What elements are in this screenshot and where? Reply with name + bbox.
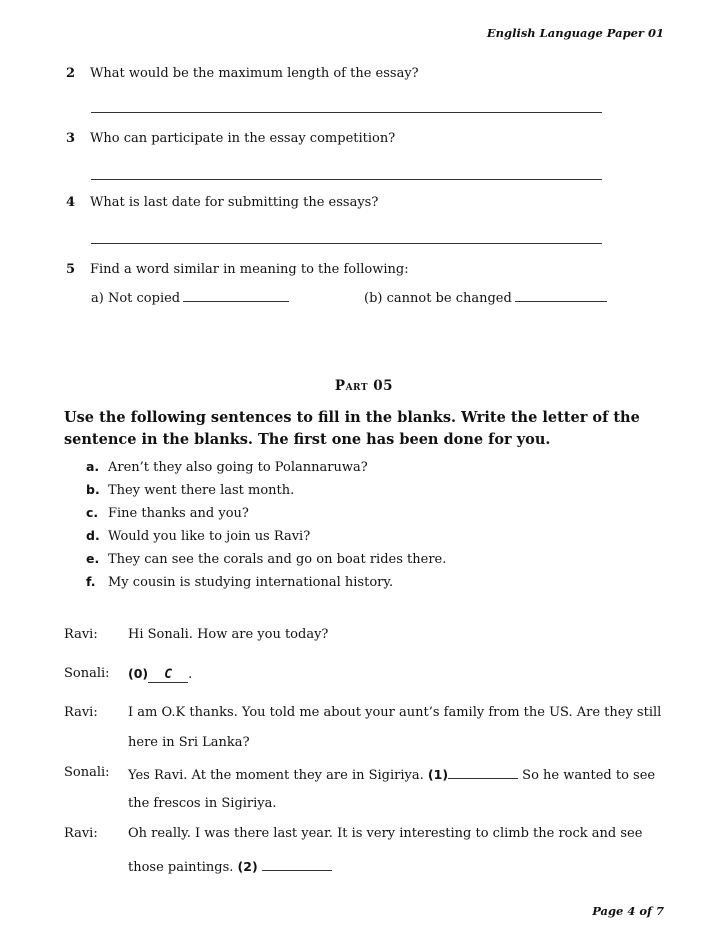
option-letter: e. [86, 551, 100, 566]
dialogue-text: Oh really. I was there last year. It is very interesting to climb the rock and see [128, 826, 643, 841]
option-text: Aren’t they also going to Polannaruwa? [108, 460, 368, 475]
question-text: What is last date for submitting the essays? [90, 195, 379, 210]
option-c [86, 501, 446, 524]
dialogue-text: I am O.K thanks. You told me about your aunt’s family from the US. Are they still [128, 705, 662, 720]
q5-part-a-blank[interactable] [183, 289, 289, 302]
option-letter: d. [86, 528, 100, 543]
option-letter: b. [86, 482, 100, 497]
speaker: Ravi: [64, 705, 98, 720]
question-3 [66, 131, 395, 146]
dialogue-line-3-cont: here in Sri Lanka? [128, 735, 250, 750]
question-4 [66, 195, 378, 210]
dialogue-text: Hi Sonali. How are you today? [128, 627, 329, 642]
option-f [86, 570, 446, 593]
sentence-options [86, 455, 446, 593]
answer-line-3[interactable] [91, 179, 602, 180]
answer-line-4[interactable] [91, 243, 602, 244]
answer-line-2[interactable] [91, 112, 602, 113]
option-letter: f. [86, 574, 96, 589]
option-letter: a. [86, 459, 100, 474]
question-text: What would be the maximum length of the essay? [90, 66, 419, 81]
blank-label-1: (1) [427, 767, 449, 782]
option-text: Would you like to join us Ravi? [108, 529, 311, 544]
q5-part-b-blank[interactable] [515, 289, 607, 302]
dialogue-text [128, 666, 192, 683]
q5-part-b-label: (b) cannot be changed [364, 291, 512, 306]
question-number: 4 [66, 195, 76, 210]
blank-label-0: (0) [128, 666, 149, 681]
blank-0-answer[interactable]: C [148, 668, 188, 683]
dialogue-line-5-cont [128, 857, 332, 875]
speaker: Ravi: [64, 627, 98, 642]
blank-2[interactable] [262, 857, 332, 871]
speaker: Ravi: [64, 826, 98, 841]
option-letter: c. [86, 505, 99, 520]
dialogue-text [128, 765, 655, 783]
dialogue-text-before: Yes Ravi. At the moment they are in Sigiriya. [128, 768, 424, 783]
option-a [86, 455, 446, 478]
blank-label-2: (2) [237, 859, 258, 874]
question-number: 5 [66, 262, 76, 277]
page-number: Page 4 of 7 [592, 904, 664, 918]
option-e [86, 547, 446, 570]
question-text: Who can participate in the essay competition? [90, 131, 396, 146]
speaker: Sonali: [64, 765, 110, 780]
option-b [86, 478, 446, 501]
part-instructions: Use the following sentences to fill in the blanks. Write the letter of the sentence in the blanks. The first one has been done for you. [64, 409, 640, 448]
q5-part-a [91, 289, 289, 306]
question-number: 3 [66, 131, 76, 146]
q5-part-b [364, 289, 607, 306]
option-text: My cousin is studying international history. [108, 575, 394, 590]
paper-title: English Language Paper 01 [486, 26, 664, 40]
dialogue-punct: . [188, 667, 193, 682]
dialogue-line-4-cont: the frescos in Sigiriya. [128, 796, 277, 811]
option-d [86, 524, 446, 547]
option-text: Fine thanks and you? [108, 506, 249, 521]
question-text: Find a word similar in meaning to the following: [90, 262, 409, 277]
q5-part-a-label: a) Not copied [91, 291, 181, 306]
dialogue-text-before: those paintings. [128, 860, 234, 875]
question-number: 2 [66, 66, 76, 81]
question-2 [66, 66, 419, 81]
option-text: They can see the corals and go on boat rides there. [108, 552, 447, 567]
part-heading: Part 05 [334, 378, 394, 394]
dialogue-text-after: So he wanted to see [522, 768, 656, 783]
question-5 [66, 262, 409, 277]
speaker: Sonali: [64, 666, 110, 681]
option-text: They went there last month. [108, 483, 295, 498]
blank-1[interactable] [448, 765, 518, 779]
